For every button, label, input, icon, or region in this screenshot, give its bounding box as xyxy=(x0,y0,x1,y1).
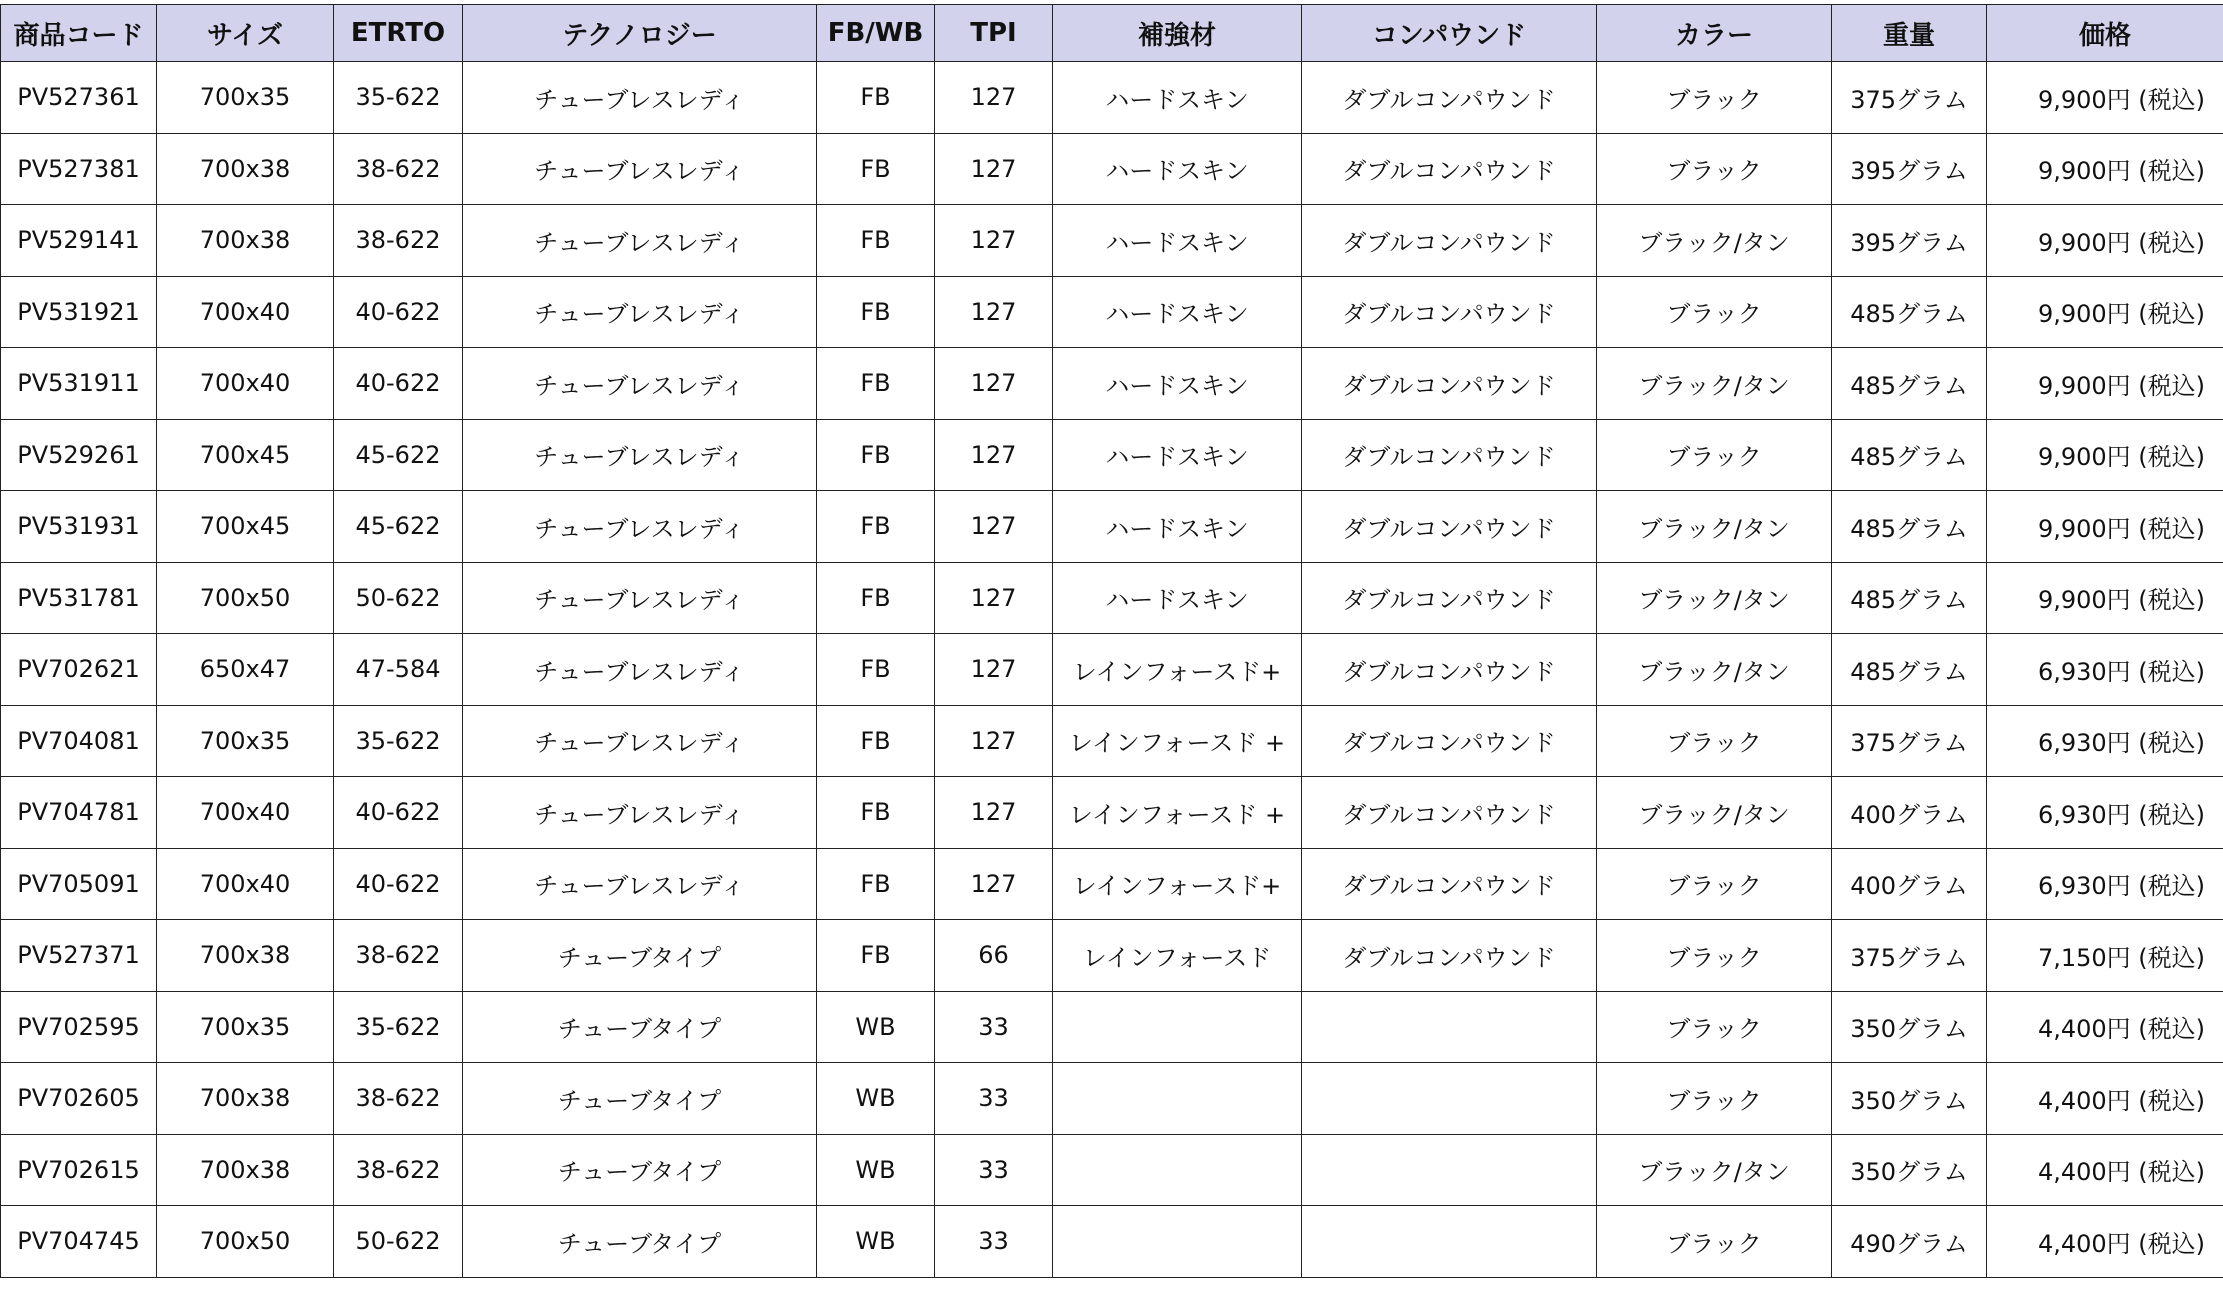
header-tpi: TPI xyxy=(935,5,1053,62)
cell-compound xyxy=(1302,1206,1597,1278)
table-row xyxy=(1,1206,2223,1278)
cell-price: 9,900円 (税込) xyxy=(1987,348,2223,420)
cell-size: 700x35 xyxy=(157,62,334,134)
cell-tpi: 127 xyxy=(935,705,1053,777)
cell-reinforcement: レインフォースド + xyxy=(1053,777,1302,849)
table-row xyxy=(1,205,2223,277)
cell-size: 700x38 xyxy=(157,1134,334,1206)
cell-tpi: 127 xyxy=(935,634,1053,706)
cell-tpi: 127 xyxy=(935,419,1053,491)
cell-size: 700x40 xyxy=(157,848,334,920)
cell-tpi: 127 xyxy=(935,491,1053,563)
cell-color: ブラック xyxy=(1597,920,1832,992)
cell-color: ブラック xyxy=(1597,1206,1832,1278)
cell-tpi: 127 xyxy=(935,562,1053,634)
cell-price: 4,400円 (税込) xyxy=(1987,1063,2223,1135)
cell-price: 9,900円 (税込) xyxy=(1987,205,2223,277)
cell-product-code: PV704081 xyxy=(1,705,157,777)
cell-etrto: 35-622 xyxy=(334,705,463,777)
cell-price: 6,930円 (税込) xyxy=(1987,848,2223,920)
cell-product-code: PV527381 xyxy=(1,133,157,205)
cell-etrto: 38-622 xyxy=(334,920,463,992)
cell-product-code: PV531931 xyxy=(1,491,157,563)
cell-price: 4,400円 (税込) xyxy=(1987,1134,2223,1206)
cell-technology: チューブタイプ xyxy=(463,1063,817,1135)
cell-etrto: 38-622 xyxy=(334,133,463,205)
cell-tpi: 127 xyxy=(935,133,1053,205)
cell-color: ブラック/タン xyxy=(1597,491,1832,563)
cell-tpi: 127 xyxy=(935,62,1053,134)
cell-technology: チューブレスレディ xyxy=(463,276,817,348)
cell-reinforcement: ハードスキン xyxy=(1053,276,1302,348)
cell-bead-type: FB xyxy=(817,777,935,849)
cell-reinforcement: ハードスキン xyxy=(1053,133,1302,205)
cell-color: ブラック xyxy=(1597,276,1832,348)
cell-size: 700x50 xyxy=(157,562,334,634)
cell-color: ブラック xyxy=(1597,848,1832,920)
cell-price: 6,930円 (税込) xyxy=(1987,777,2223,849)
cell-price: 9,900円 (税込) xyxy=(1987,491,2223,563)
cell-technology: チューブレスレディ xyxy=(463,205,817,277)
cell-technology: チューブレスレディ xyxy=(463,562,817,634)
cell-bead-type: FB xyxy=(817,848,935,920)
cell-reinforcement xyxy=(1053,991,1302,1063)
cell-bead-type: WB xyxy=(817,1134,935,1206)
cell-price: 6,930円 (税込) xyxy=(1987,705,2223,777)
cell-technology: チューブレスレディ xyxy=(463,634,817,706)
header-reinforcement: 補強材 xyxy=(1053,5,1302,62)
cell-etrto: 35-622 xyxy=(334,991,463,1063)
cell-color: ブラック xyxy=(1597,419,1832,491)
header-size: サイズ xyxy=(157,5,334,62)
header-color: カラー xyxy=(1597,5,1832,62)
cell-size: 700x45 xyxy=(157,491,334,563)
cell-compound: ダブルコンパウンド xyxy=(1302,705,1597,777)
table-body xyxy=(1,62,2223,1278)
cell-compound: ダブルコンパウンド xyxy=(1302,920,1597,992)
cell-color: ブラック/タン xyxy=(1597,634,1832,706)
cell-weight: 485グラム xyxy=(1832,419,1987,491)
cell-reinforcement xyxy=(1053,1134,1302,1206)
cell-color: ブラック xyxy=(1597,62,1832,134)
table-row xyxy=(1,848,2223,920)
cell-weight: 485グラム xyxy=(1832,562,1987,634)
cell-tpi: 33 xyxy=(935,1206,1053,1278)
cell-technology: チューブタイプ xyxy=(463,1134,817,1206)
cell-product-code: PV705091 xyxy=(1,848,157,920)
cell-bead-type: FB xyxy=(817,634,935,706)
cell-compound xyxy=(1302,1134,1597,1206)
table-row xyxy=(1,562,2223,634)
header-price: 価格 xyxy=(1987,5,2223,62)
cell-technology: チューブレスレディ xyxy=(463,705,817,777)
cell-etrto: 40-622 xyxy=(334,276,463,348)
cell-reinforcement xyxy=(1053,1063,1302,1135)
table-row xyxy=(1,62,2223,134)
cell-etrto: 50-622 xyxy=(334,562,463,634)
table-row xyxy=(1,133,2223,205)
header-row xyxy=(1,5,2223,62)
cell-price: 6,930円 (税込) xyxy=(1987,634,2223,706)
cell-compound: ダブルコンパウンド xyxy=(1302,276,1597,348)
cell-tpi: 127 xyxy=(935,276,1053,348)
cell-bead-type: WB xyxy=(817,991,935,1063)
cell-etrto: 40-622 xyxy=(334,848,463,920)
cell-price: 9,900円 (税込) xyxy=(1987,276,2223,348)
cell-color: ブラック/タン xyxy=(1597,1134,1832,1206)
cell-technology: チューブタイプ xyxy=(463,991,817,1063)
header-product-code: 商品コード xyxy=(1,5,157,62)
cell-product-code: PV702605 xyxy=(1,1063,157,1135)
cell-bead-type: FB xyxy=(817,491,935,563)
cell-product-code: PV531911 xyxy=(1,348,157,420)
cell-tpi: 127 xyxy=(935,848,1053,920)
cell-weight: 485グラム xyxy=(1832,491,1987,563)
cell-size: 700x40 xyxy=(157,276,334,348)
cell-compound: ダブルコンパウンド xyxy=(1302,848,1597,920)
table-row xyxy=(1,634,2223,706)
table-row xyxy=(1,276,2223,348)
header-bead-type: FB/WB xyxy=(817,5,935,62)
cell-technology: チューブレスレディ xyxy=(463,419,817,491)
cell-tpi: 127 xyxy=(935,348,1053,420)
table-row xyxy=(1,991,2223,1063)
cell-bead-type: FB xyxy=(817,348,935,420)
cell-technology: チューブレスレディ xyxy=(463,491,817,563)
cell-reinforcement: レインフォースド xyxy=(1053,920,1302,992)
cell-size: 700x40 xyxy=(157,348,334,420)
cell-compound: ダブルコンパウンド xyxy=(1302,419,1597,491)
cell-size: 700x40 xyxy=(157,777,334,849)
cell-size: 700x38 xyxy=(157,133,334,205)
table-row xyxy=(1,1134,2223,1206)
cell-color: ブラック/タン xyxy=(1597,777,1832,849)
cell-tpi: 33 xyxy=(935,1134,1053,1206)
cell-product-code: PV529141 xyxy=(1,205,157,277)
cell-compound: ダブルコンパウンド xyxy=(1302,133,1597,205)
cell-product-code: PV704781 xyxy=(1,777,157,849)
cell-bead-type: FB xyxy=(817,419,935,491)
cell-product-code: PV702621 xyxy=(1,634,157,706)
cell-compound: ダブルコンパウンド xyxy=(1302,491,1597,563)
cell-etrto: 40-622 xyxy=(334,777,463,849)
cell-color: ブラック xyxy=(1597,133,1832,205)
cell-size: 700x35 xyxy=(157,991,334,1063)
cell-price: 9,900円 (税込) xyxy=(1987,562,2223,634)
cell-reinforcement: ハードスキン xyxy=(1053,419,1302,491)
cell-weight: 485グラム xyxy=(1832,634,1987,706)
cell-size: 700x45 xyxy=(157,419,334,491)
cell-product-code: PV531781 xyxy=(1,562,157,634)
cell-tpi: 33 xyxy=(935,991,1053,1063)
cell-etrto: 38-622 xyxy=(334,205,463,277)
cell-product-code: PV529261 xyxy=(1,419,157,491)
cell-weight: 350グラム xyxy=(1832,991,1987,1063)
cell-reinforcement: ハードスキン xyxy=(1053,562,1302,634)
cell-weight: 400グラム xyxy=(1832,777,1987,849)
cell-etrto: 45-622 xyxy=(334,491,463,563)
cell-weight: 400グラム xyxy=(1832,848,1987,920)
cell-product-code: PV527371 xyxy=(1,920,157,992)
cell-color: ブラック/タン xyxy=(1597,562,1832,634)
cell-color: ブラック xyxy=(1597,705,1832,777)
cell-technology: チューブタイプ xyxy=(463,1206,817,1278)
cell-compound xyxy=(1302,991,1597,1063)
cell-etrto: 40-622 xyxy=(334,348,463,420)
cell-reinforcement: レインフォースド+ xyxy=(1053,848,1302,920)
cell-bead-type: FB xyxy=(817,920,935,992)
cell-bead-type: FB xyxy=(817,62,935,134)
cell-weight: 490グラム xyxy=(1832,1206,1987,1278)
table-row xyxy=(1,348,2223,420)
cell-price: 9,900円 (税込) xyxy=(1987,419,2223,491)
cell-technology: チューブタイプ xyxy=(463,920,817,992)
header-compound: コンパウンド xyxy=(1302,5,1597,62)
cell-weight: 395グラム xyxy=(1832,205,1987,277)
cell-reinforcement: ハードスキン xyxy=(1053,491,1302,563)
cell-etrto: 47-584 xyxy=(334,634,463,706)
cell-size: 700x38 xyxy=(157,1063,334,1135)
cell-etrto: 38-622 xyxy=(334,1063,463,1135)
table-row xyxy=(1,419,2223,491)
cell-reinforcement xyxy=(1053,1206,1302,1278)
cell-compound xyxy=(1302,1063,1597,1135)
cell-reinforcement: レインフォースド + xyxy=(1053,705,1302,777)
cell-bead-type: FB xyxy=(817,705,935,777)
cell-technology: チューブレスレディ xyxy=(463,133,817,205)
table-row xyxy=(1,920,2223,992)
cell-product-code: PV527361 xyxy=(1,62,157,134)
cell-weight: 485グラム xyxy=(1832,348,1987,420)
cell-etrto: 38-622 xyxy=(334,1134,463,1206)
cell-product-code: PV704745 xyxy=(1,1206,157,1278)
cell-weight: 375グラム xyxy=(1832,920,1987,992)
cell-size: 700x38 xyxy=(157,205,334,277)
cell-size: 700x38 xyxy=(157,920,334,992)
cell-compound: ダブルコンパウンド xyxy=(1302,777,1597,849)
cell-product-code: PV702615 xyxy=(1,1134,157,1206)
cell-technology: チューブレスレディ xyxy=(463,777,817,849)
cell-size: 650x47 xyxy=(157,634,334,706)
cell-compound: ダブルコンパウンド xyxy=(1302,634,1597,706)
cell-technology: チューブレスレディ xyxy=(463,62,817,134)
cell-bead-type: FB xyxy=(817,562,935,634)
cell-weight: 350グラム xyxy=(1832,1134,1987,1206)
cell-color: ブラック/タン xyxy=(1597,205,1832,277)
cell-reinforcement: ハードスキン xyxy=(1053,205,1302,277)
cell-size: 700x35 xyxy=(157,705,334,777)
cell-bead-type: FB xyxy=(817,276,935,348)
cell-reinforcement: ハードスキン xyxy=(1053,62,1302,134)
cell-compound: ダブルコンパウンド xyxy=(1302,62,1597,134)
table-row xyxy=(1,1063,2223,1135)
cell-tpi: 66 xyxy=(935,920,1053,992)
cell-product-code: PV531921 xyxy=(1,276,157,348)
cell-price: 9,900円 (税込) xyxy=(1987,62,2223,134)
cell-etrto: 35-622 xyxy=(334,62,463,134)
cell-price: 7,150円 (税込) xyxy=(1987,920,2223,992)
table-row xyxy=(1,705,2223,777)
cell-technology: チューブレスレディ xyxy=(463,848,817,920)
cell-reinforcement: レインフォースド+ xyxy=(1053,634,1302,706)
cell-etrto: 45-622 xyxy=(334,419,463,491)
cell-price: 4,400円 (税込) xyxy=(1987,991,2223,1063)
cell-weight: 375グラム xyxy=(1832,705,1987,777)
cell-color: ブラック/タン xyxy=(1597,348,1832,420)
cell-tpi: 127 xyxy=(935,205,1053,277)
tire-spec-table xyxy=(0,4,2223,1278)
cell-weight: 350グラム xyxy=(1832,1063,1987,1135)
cell-compound: ダブルコンパウンド xyxy=(1302,562,1597,634)
cell-etrto: 50-622 xyxy=(334,1206,463,1278)
cell-compound: ダブルコンパウンド xyxy=(1302,205,1597,277)
cell-tpi: 33 xyxy=(935,1063,1053,1135)
cell-weight: 375グラム xyxy=(1832,62,1987,134)
cell-weight: 485グラム xyxy=(1832,276,1987,348)
cell-tpi: 127 xyxy=(935,777,1053,849)
header-etrto: ETRTO xyxy=(334,5,463,62)
cell-reinforcement: ハードスキン xyxy=(1053,348,1302,420)
header-technology: テクノロジー xyxy=(463,5,817,62)
table-row xyxy=(1,491,2223,563)
cell-price: 4,400円 (税込) xyxy=(1987,1206,2223,1278)
cell-color: ブラック xyxy=(1597,991,1832,1063)
cell-bead-type: WB xyxy=(817,1063,935,1135)
cell-weight: 395グラム xyxy=(1832,133,1987,205)
cell-compound: ダブルコンパウンド xyxy=(1302,348,1597,420)
table-row xyxy=(1,777,2223,849)
cell-product-code: PV702595 xyxy=(1,991,157,1063)
cell-technology: チューブレスレディ xyxy=(463,348,817,420)
cell-color: ブラック xyxy=(1597,1063,1832,1135)
cell-bead-type: FB xyxy=(817,205,935,277)
header-weight: 重量 xyxy=(1832,5,1987,62)
cell-bead-type: WB xyxy=(817,1206,935,1278)
cell-price: 9,900円 (税込) xyxy=(1987,133,2223,205)
cell-bead-type: FB xyxy=(817,133,935,205)
cell-size: 700x50 xyxy=(157,1206,334,1278)
